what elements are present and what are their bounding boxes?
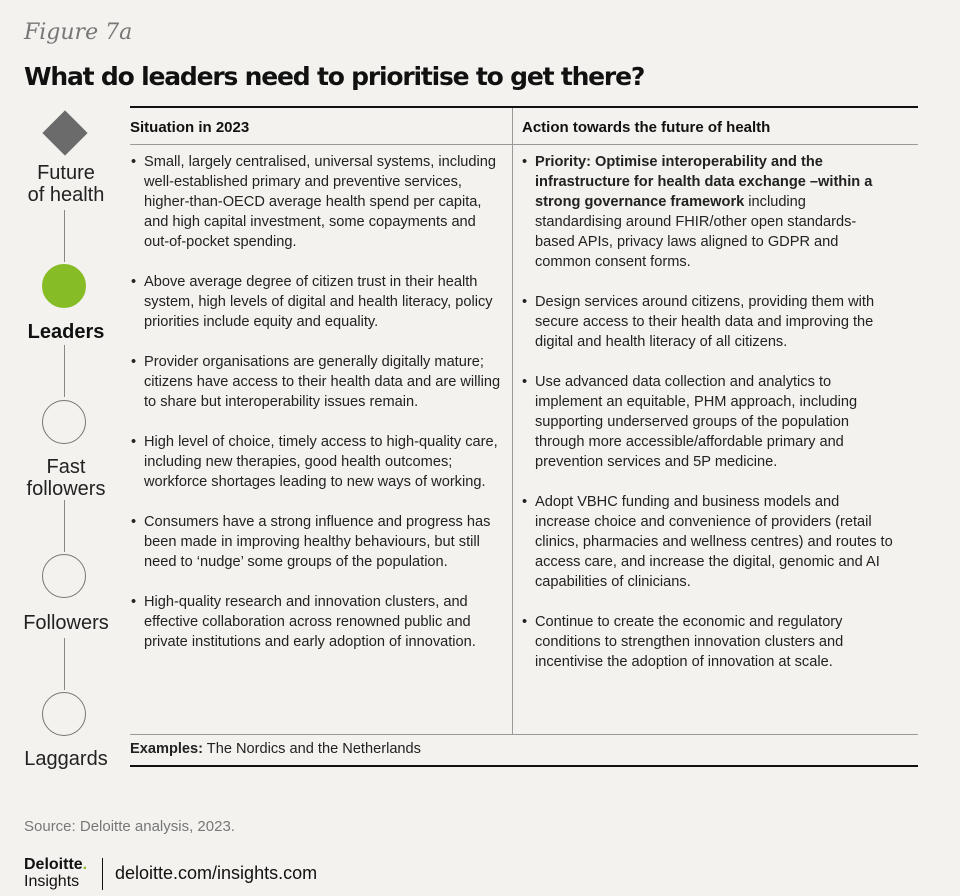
- fast-followers-circle-icon: [42, 400, 86, 444]
- action-item: [522, 292, 894, 352]
- header-action: Action towards the future of health: [522, 119, 771, 136]
- laggards-circle-icon: [42, 692, 86, 736]
- action-item: [522, 152, 894, 272]
- situation-item: • High level of choice, timely access to high-quality care, including new therapies, good health outcomes; workforce shortages leading to new ways of working.: [131, 432, 501, 492]
- brand-url-link[interactable]: deloitte.com/insights.com: [115, 863, 318, 883]
- followers-circle-icon: [42, 554, 86, 598]
- timeline-connector: [64, 500, 65, 552]
- stage-label-leaders: Leaders: [27, 321, 105, 343]
- situation-item: • Small, largely centralised, universal systems, including well-established primary and preventive services, higher-than-OECD average health spend per capita, and high capital investment, some copayments and out-of-pocket spending.: [131, 152, 501, 252]
- stage-label-future-text: Future of health: [27, 162, 105, 206]
- source-note: Source: Deloitte analysis, 2023.: [24, 818, 235, 835]
- situation-item: • Provider organisations are generally digitally mature; citizens have access to their health data and are willing to share but interoperability issues remain.: [131, 352, 501, 412]
- stage-label-laggards: Laggards: [24, 748, 108, 770]
- situation-item: • Consumers have a strong influence and progress has been made in improving healthy behaviours, but still need to ‘nudge’ some groups of the population.: [131, 512, 501, 572]
- action-item-text: Continue to create the economic and regulatory conditions to strengthen innovation clusters and incentivise the adoption of innovation at scale.: [535, 614, 844, 670]
- situation-column: [131, 152, 501, 672]
- situation-list: [131, 152, 501, 652]
- timeline-connector: [64, 638, 65, 690]
- stage-label-future: [10, 162, 122, 206]
- timeline-connector: [64, 345, 65, 397]
- action-item-text: Adopt VBHC funding and business models and increase choice and convenience of providers (retail clinics, pharmacies and wellness centres) and routes to access care, and increase the digital, genomic and AI capabilities of clinicians.: [535, 494, 893, 590]
- figure-label: Figure 7a: [24, 20, 133, 45]
- leaders-circle-icon: [42, 264, 86, 308]
- action-list: [522, 152, 894, 672]
- examples-row: [130, 741, 421, 757]
- action-item: [522, 612, 894, 672]
- situation-item: • High-quality research and innovation clusters, and effective collaboration across renowned public and private institutions and early adoption of innovation.: [131, 592, 501, 652]
- action-item-text: Use advanced data collection and analytics to implement an equitable, PHM approach, including supporting underserved groups of the population through more accessible/affordable primary and prevention services and 5P medicine.: [535, 374, 858, 470]
- situation-item: • Above average degree of citizen trust in their health system, high levels of digital and health literacy, policy priorities include equity and equality.: [131, 272, 501, 332]
- header-rule: [130, 144, 918, 145]
- examples-label: Examples:: [130, 741, 204, 757]
- table-bottom-rule: [130, 765, 918, 767]
- examples-text: The Nordics and the Netherlands: [203, 741, 421, 757]
- action-item-text: including standardising around FHIR/other open standards-based APIs, privacy laws aligned to GDPR and common consent forms.: [535, 194, 857, 270]
- brand-name: Deloitte: [24, 856, 83, 873]
- figure-title: What do leaders need to prioritise to get there?: [24, 62, 645, 91]
- brand-dot: .: [82, 856, 88, 873]
- deloitte-logo: [24, 857, 87, 891]
- action-item-priority: Priority: Optimise interoperability and the infrastructure for health data exchange –within a strong governance framework: [535, 154, 873, 210]
- action-item: [522, 372, 894, 472]
- stage-label-followers: Followers: [23, 612, 109, 634]
- maturity-timeline: [0, 0, 133, 800]
- future-diamond-icon: [42, 110, 87, 155]
- stage-label-fast-followers: [10, 456, 122, 500]
- action-item-text: Design services around citizens, providing them with secure access to their health data and improving the digital and health literacy of all citizens.: [535, 294, 875, 350]
- action-column: [522, 152, 894, 692]
- brand-separator: [102, 858, 103, 890]
- header-situation: Situation in 2023: [130, 119, 250, 136]
- timeline-connector: [64, 210, 65, 262]
- examples-top-rule: [130, 734, 918, 735]
- action-item: [522, 492, 894, 592]
- column-divider: [512, 108, 513, 734]
- brand-sub: Insights: [24, 873, 80, 890]
- table-top-rule: [130, 106, 918, 108]
- stage-label-fast-followers-text: Fast followers: [26, 456, 106, 500]
